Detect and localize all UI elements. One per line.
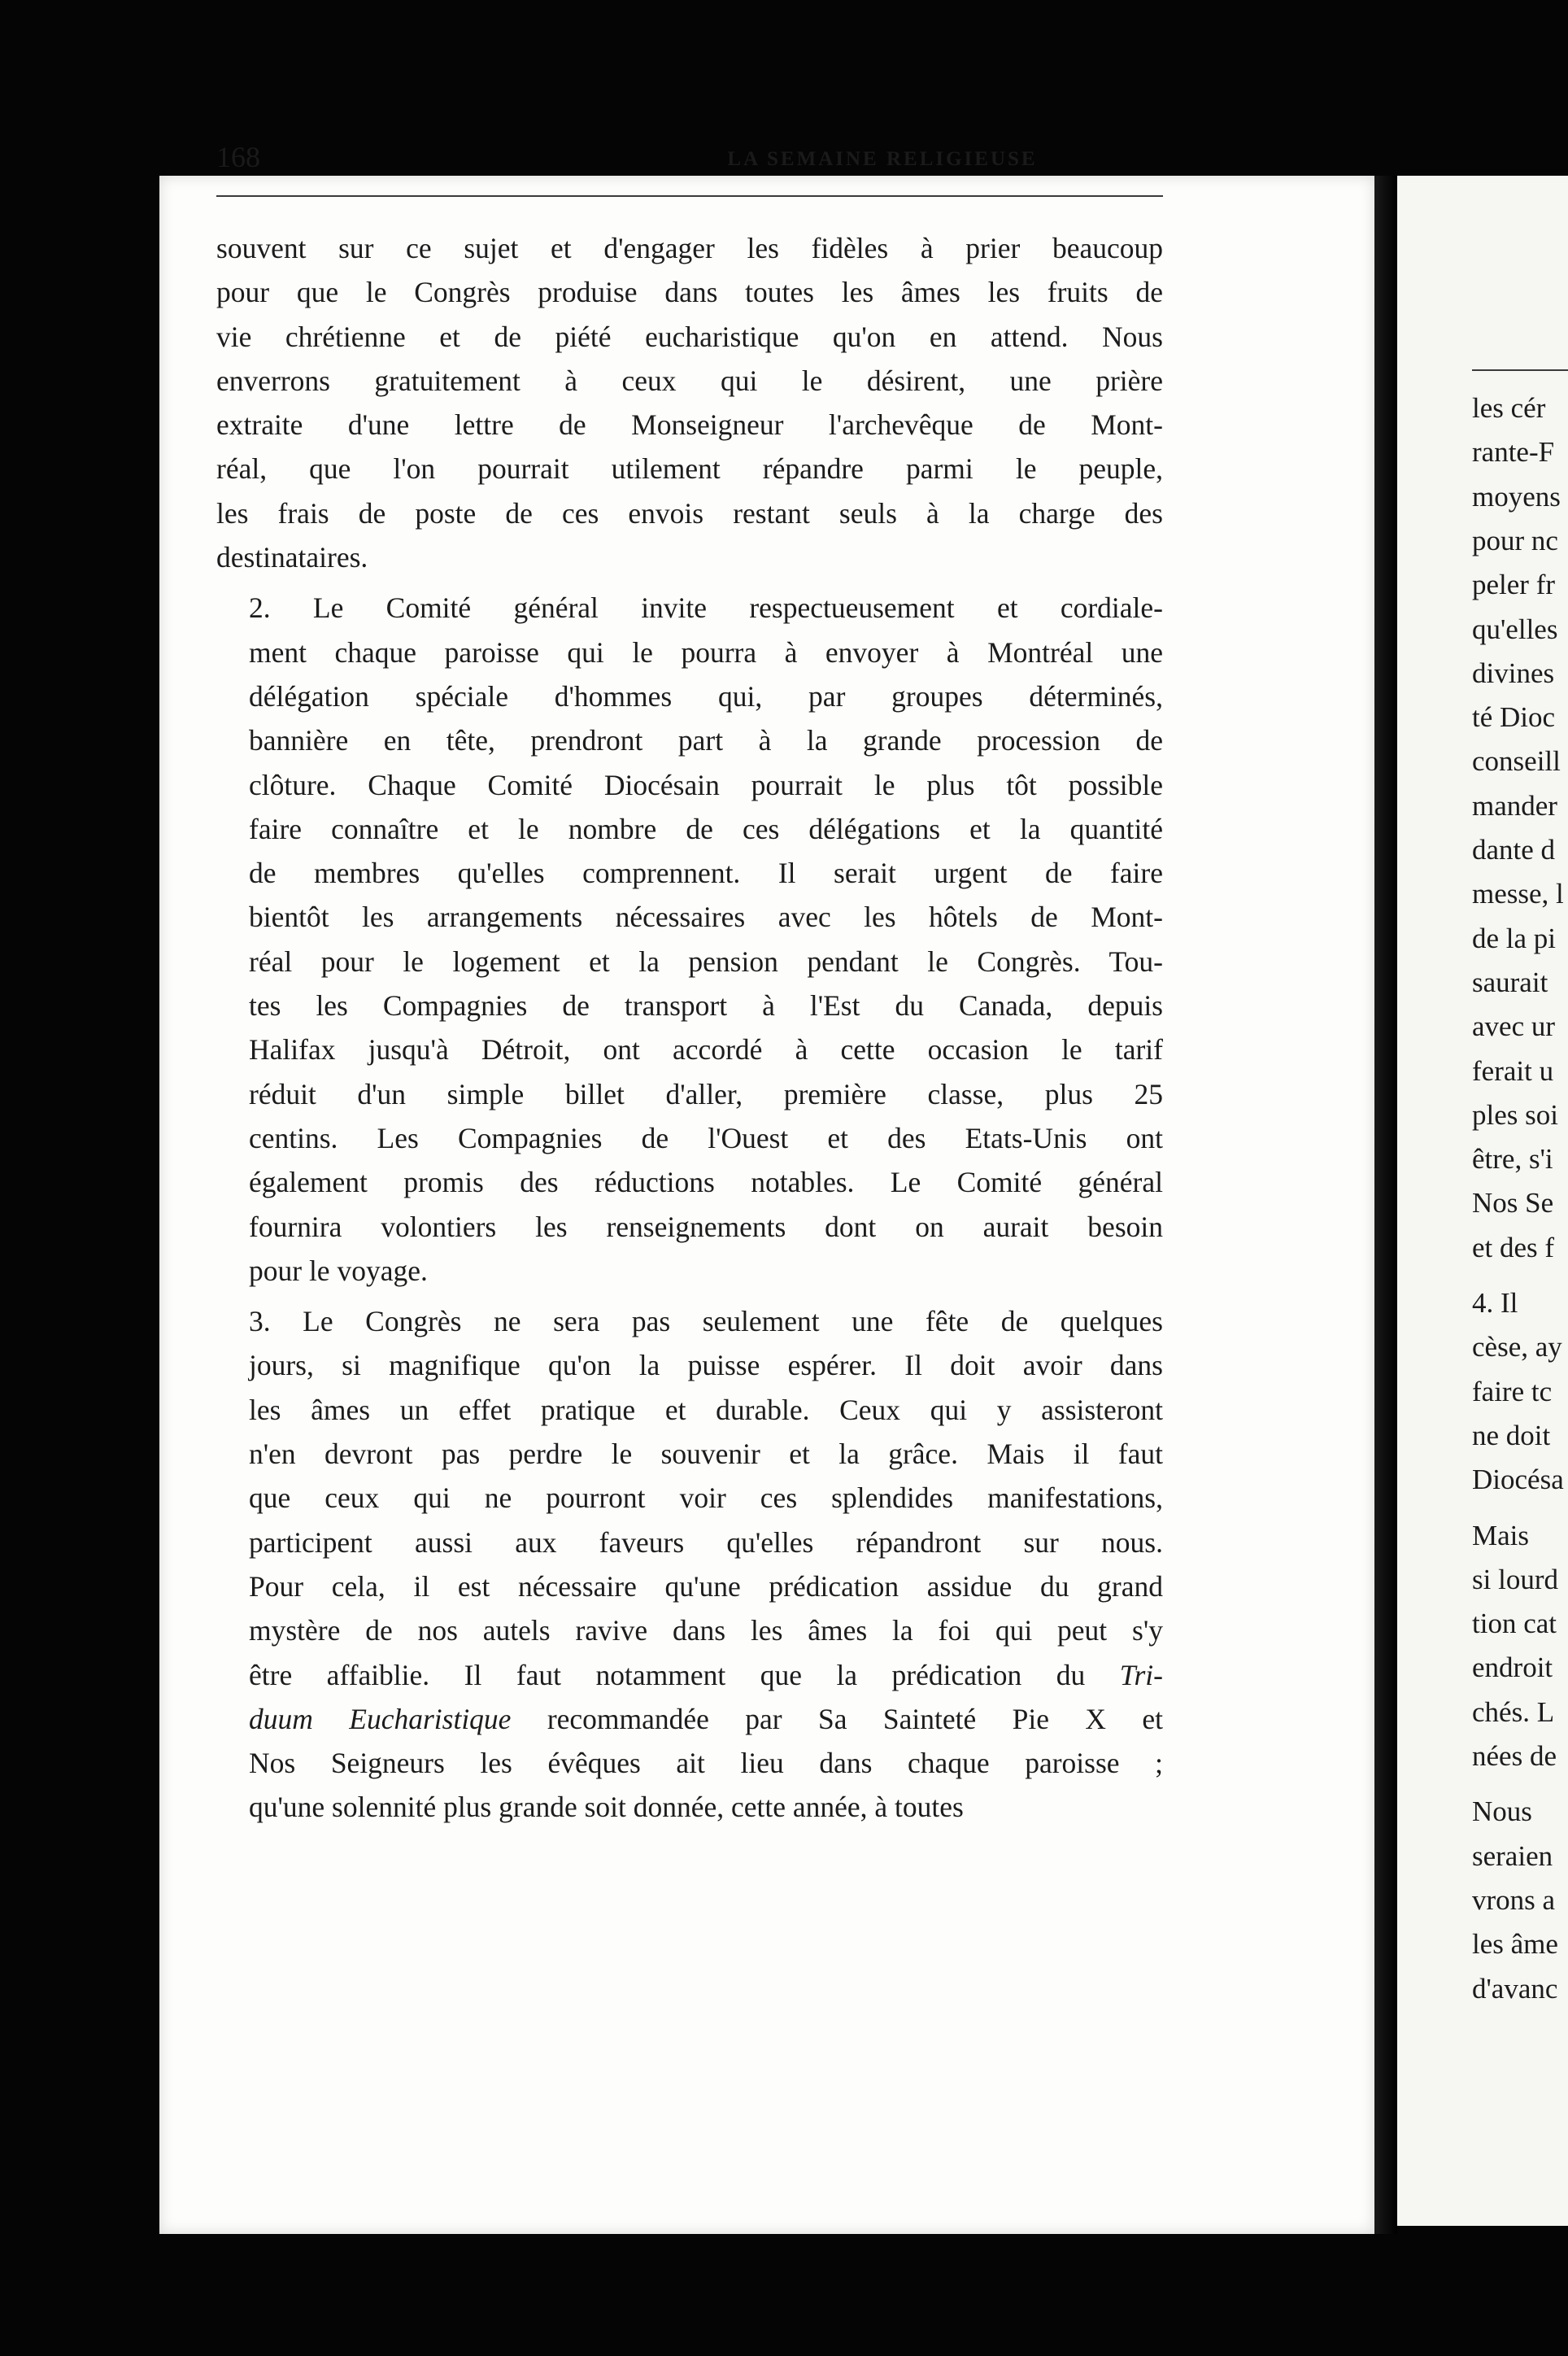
- text-line: 3. Le Congrès ne sera pas seulement une fête de quelques: [249, 1305, 1163, 1338]
- paragraph-2: [216, 586, 1163, 1293]
- text-line: souvent sur ce sujet et d'engager les fidèles à prier beaucoup: [216, 232, 1163, 264]
- body-text: [216, 226, 1163, 1830]
- text-line: de membres qu'elles comprennent. Il serait urgent de faire: [249, 857, 1163, 890]
- facing-page-line: peler fr: [1472, 569, 1556, 601]
- text-line: réal pour le logement et la pension pendant le Congrès. Tou-: [249, 945, 1163, 978]
- facing-page-line: si lourd: [1472, 1563, 1558, 1595]
- facing-page-line: être, s'i: [1472, 1143, 1553, 1176]
- text-line: bientôt les arrangements nécessaires avec les hôtels de Mont-: [249, 901, 1163, 934]
- text-line: être affaiblie. Il faut notamment que la prédication du Tri-: [249, 1658, 1163, 1691]
- facing-page-line: d'avanc: [1472, 1972, 1558, 2005]
- facing-page-line: té Dioc: [1472, 701, 1556, 734]
- text-line: n'en devront pas perdre le souvenir et la grâce. Mais il faut: [249, 1438, 1163, 1471]
- text-line: pour le voyage.: [249, 1254, 428, 1287]
- facing-page-line: cèse, ay: [1472, 1331, 1562, 1363]
- header-rule-right: [1472, 369, 1568, 371]
- italic-term: Tri-: [1119, 1658, 1163, 1691]
- facing-page-line: tion cat: [1472, 1608, 1557, 1640]
- text-line: mystère de nos autels ravive dans les âmes la foi qui peut s'y: [249, 1614, 1163, 1647]
- text-line: vie chrétienne et de piété eucharistique qu'on en attend. Nous: [216, 320, 1163, 353]
- page-header: [216, 138, 1516, 187]
- facing-page-line: chés. L: [1472, 1695, 1555, 1728]
- text-line: fournira volontiers les renseignements dont on aurait besoin: [249, 1210, 1163, 1243]
- text-line: centins. Les Compagnies de l'Ouest et des Etats-Unis ont: [249, 1121, 1163, 1154]
- facing-page-line: seraien: [1472, 1839, 1553, 1872]
- facing-page-line: et des f: [1472, 1231, 1555, 1263]
- text-line: clôture. Chaque Comité Diocésain pourrait le plus tôt possible: [249, 768, 1163, 801]
- facing-page-line: les âme: [1472, 1928, 1558, 1961]
- running-title: LA SEMAINE RELIGIEUSE: [727, 148, 1038, 170]
- text-line: également promis des réductions notables. Le Comité général: [249, 1166, 1163, 1199]
- text-line: faire connaître et le nombre de ces délégations et la quantité: [249, 812, 1163, 845]
- text-line: participent aussi aux faveurs qu'elles répandront sur nous.: [249, 1525, 1163, 1559]
- page-gutter: [1374, 176, 1397, 2234]
- facing-page-line: pour nc: [1472, 524, 1558, 556]
- facing-page-line: qu'elles: [1472, 613, 1558, 645]
- facing-page-line: faire tc: [1472, 1375, 1553, 1407]
- text-line: délégation spéciale d'hommes qui, par groupes déterminés,: [249, 679, 1163, 713]
- facing-page-line: rante-F: [1472, 436, 1555, 469]
- facing-page-line: ferait u: [1472, 1054, 1554, 1087]
- paragraph-3: [216, 1299, 1163, 1830]
- facing-page-line: de la pi: [1472, 922, 1557, 954]
- facing-page-line: Nos Se: [1472, 1187, 1554, 1219]
- text-line: bannière en tête, prendront part à la grande procession de: [249, 724, 1163, 757]
- text-line: les frais de poste de ces envois restant seuls à la charge des: [216, 496, 1163, 530]
- facing-page-line: vrons a: [1472, 1883, 1556, 1916]
- facing-page-line: saurait: [1472, 966, 1548, 998]
- text-line: jours, si magnifique qu'on la puisse espérer. Il doit avoir dans: [249, 1349, 1163, 1382]
- header-rule: [216, 195, 1163, 197]
- text-line: ment chaque paroisse qui le pourra à envoyer à Montréal une: [249, 635, 1163, 669]
- facing-page-line: Diocésa: [1472, 1464, 1564, 1496]
- text-line: Halifax jusqu'à Détroit, ont accordé à cette occasion le tarif: [249, 1033, 1163, 1067]
- facing-page-line: divines: [1472, 657, 1555, 689]
- text-line: pour que le Congrès produise dans toutes les âmes les fruits de: [216, 276, 1163, 309]
- facing-page-line: conseill: [1472, 745, 1561, 778]
- text-line: Nos Seigneurs les évêques ait lieu dans chaque paroisse ;: [249, 1747, 1163, 1780]
- facing-page-line: moyens: [1472, 480, 1561, 513]
- facing-page-line: les cér: [1472, 392, 1546, 424]
- facing-page-line: nées de: [1472, 1740, 1557, 1772]
- facing-page-line: Mais: [1472, 1519, 1529, 1551]
- text-line: réal, que l'on pourrait utilement répandre parmi le peuple,: [216, 452, 1163, 486]
- italic-term: duum Eucharistique: [249, 1702, 512, 1735]
- text-line: destinataires.: [216, 541, 368, 574]
- facing-page-line: ples soi: [1472, 1098, 1558, 1131]
- page-number: 168: [216, 141, 260, 173]
- text-line: 2. Le Comité général invite respectueusement et cordiale-: [249, 591, 1163, 625]
- text-line: les âmes un effet pratique et durable. Ceux qui y assisteront: [249, 1393, 1163, 1426]
- facing-page-line: dante d: [1472, 834, 1556, 866]
- text-line: enverrons gratuitement à ceux qui le désirent, une prière: [216, 364, 1163, 397]
- facing-page-line: Nous: [1472, 1795, 1532, 1828]
- facing-page-line: endroit: [1472, 1651, 1553, 1684]
- facing-page-line: 4. Il: [1472, 1287, 1518, 1319]
- facing-page-line: messe, l: [1472, 878, 1564, 910]
- text-line: tes les Compagnies de transport à l'Est du Canada, depuis: [249, 989, 1163, 1023]
- text-line: réduit d'un simple billet d'aller, première classe, plus 25: [249, 1077, 1163, 1110]
- facing-page-line: mander: [1472, 789, 1557, 822]
- text-line: duum Eucharistique recommandée par Sa Sainteté Pie X et: [249, 1702, 1163, 1735]
- text-line: Pour cela, il est nécessaire qu'une prédication assidue du grand: [249, 1569, 1163, 1603]
- facing-page-line: ne doit: [1472, 1419, 1551, 1451]
- text-line: que ceux qui ne pourront voir ces splendides manifestations,: [249, 1481, 1163, 1515]
- text-line: qu'une solennité plus grande soit donnée, cette année, à toutes: [249, 1791, 964, 1824]
- book-page-right: [1397, 176, 1568, 2226]
- text-line: extraite d'une lettre de Monseigneur l'archevêque de Mont-: [216, 408, 1163, 442]
- paragraph-1: [216, 226, 1163, 579]
- facing-page-line: avec ur: [1472, 1010, 1556, 1043]
